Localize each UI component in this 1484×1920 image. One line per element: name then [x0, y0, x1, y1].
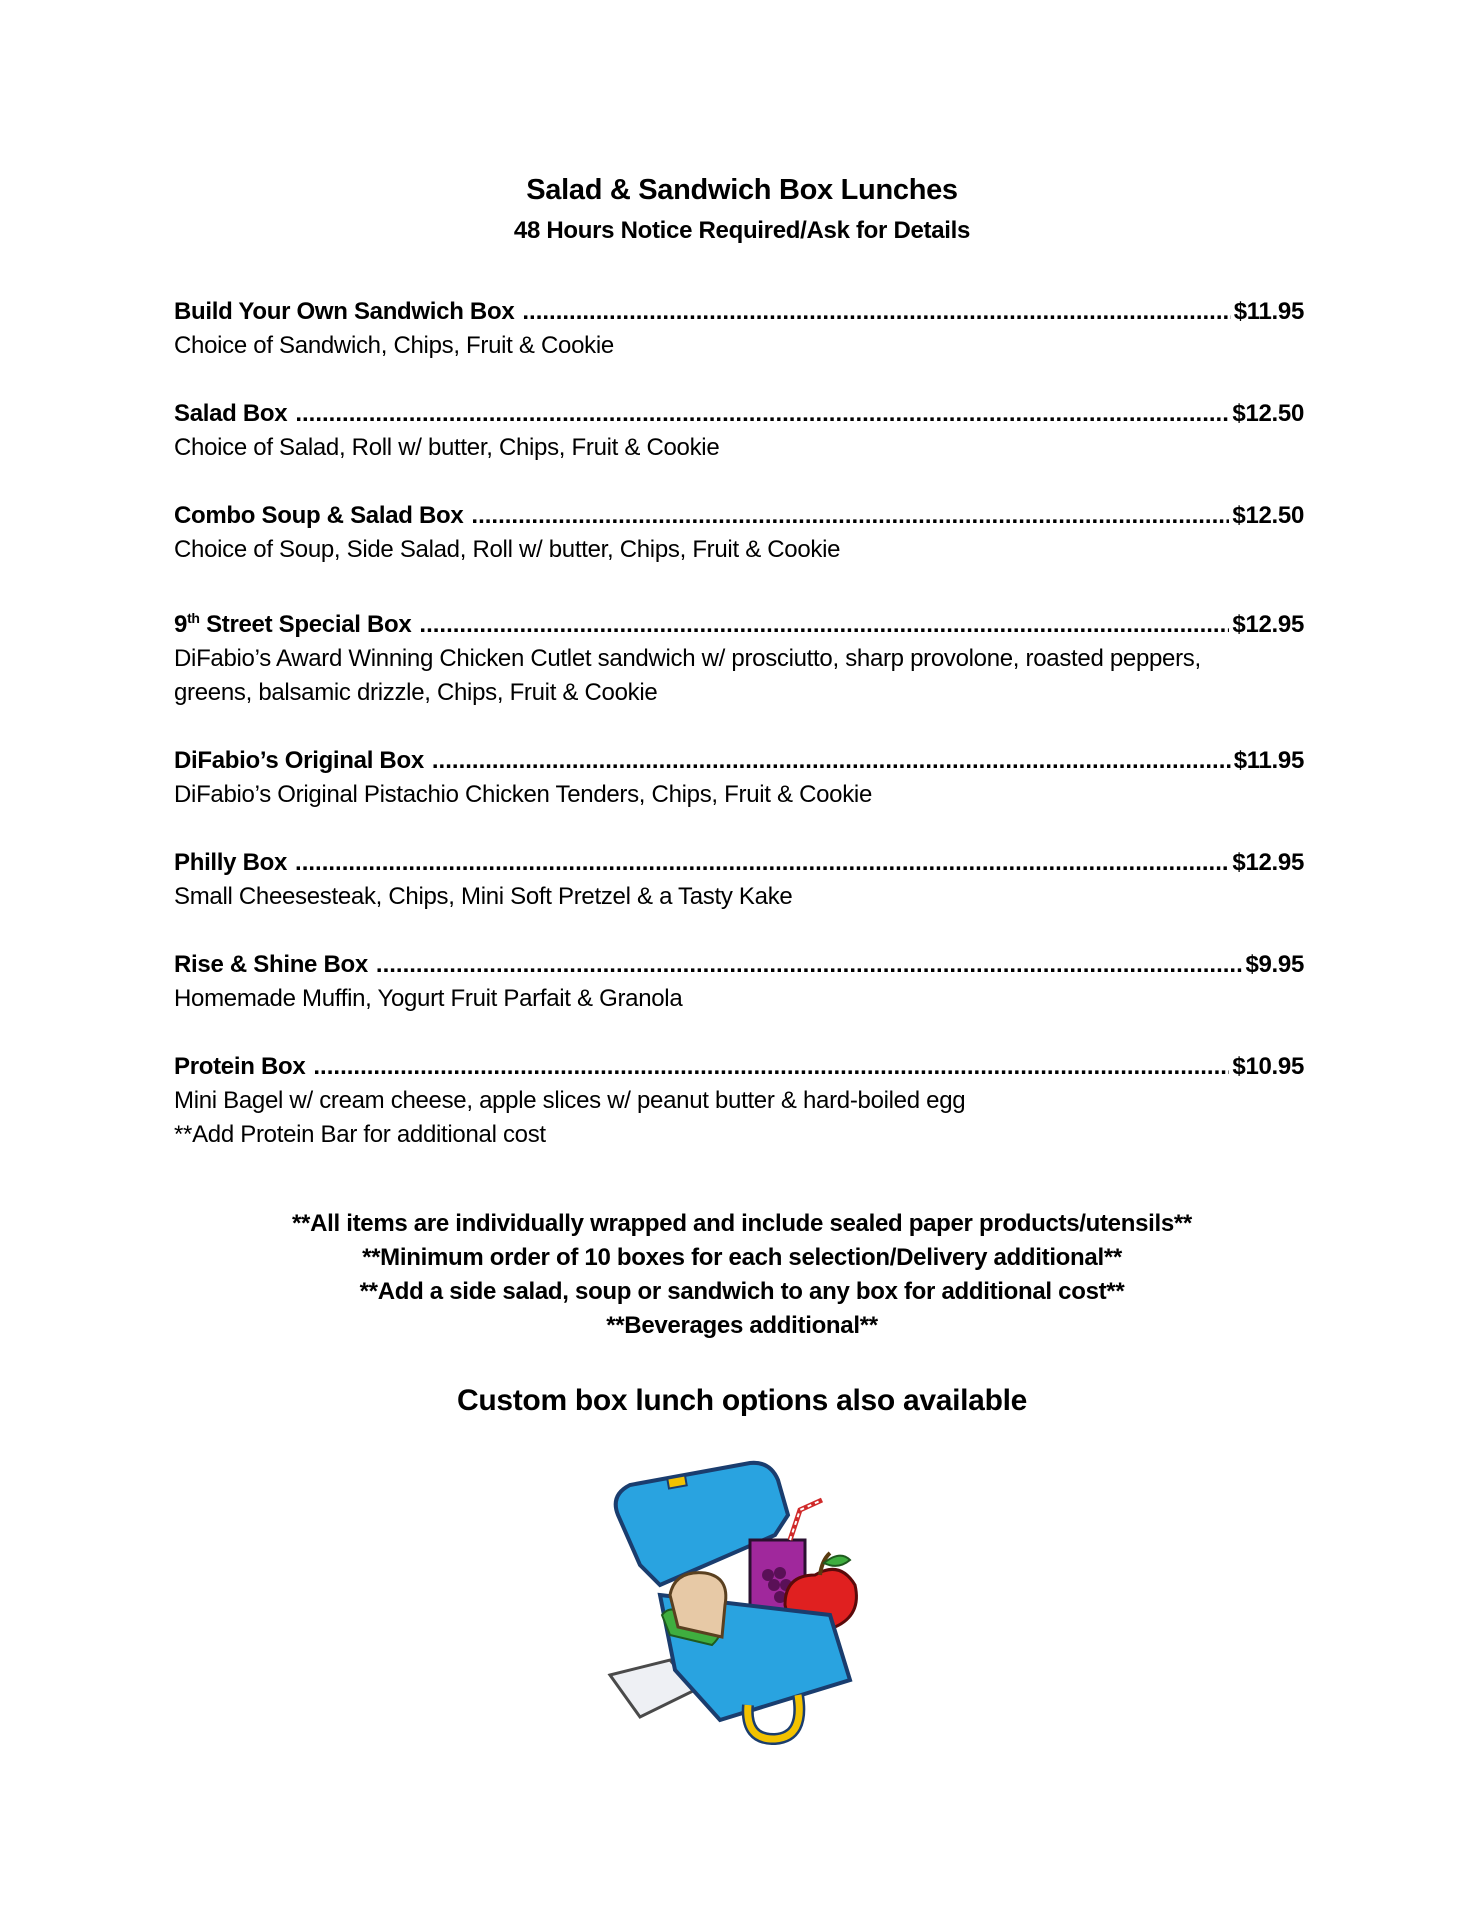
- menu-item: [174, 1050, 1304, 1152]
- dot-leader: [522, 295, 1230, 329]
- page-title: Salad & Sandwich Box Lunches: [526, 174, 958, 206]
- item-price: $10.95: [1232, 1053, 1304, 1080]
- item-name: Salad Box: [174, 400, 288, 427]
- item-name: Rise & Shine Box: [174, 951, 368, 978]
- item-description: greens, balsamic drizzle, Chips, Fruit & Cookie: [174, 679, 658, 706]
- dot-leader: [313, 1050, 1229, 1084]
- item-price: $12.50: [1232, 502, 1304, 529]
- item-price: $12.95: [1232, 849, 1304, 876]
- page-subtitle: 48 Hours Notice Required/Ask for Details: [513, 217, 971, 244]
- dot-leader: [432, 744, 1231, 778]
- dot-leader: [295, 397, 1229, 431]
- menu-list: [174, 295, 1304, 1186]
- notes-block: [0, 1207, 1484, 1343]
- item-name: Build Your Own Sandwich Box: [174, 298, 515, 325]
- custom-options-text: Custom box lunch options also available: [456, 1384, 1028, 1417]
- item-name-superscript: th: [187, 610, 200, 626]
- menu-item: [174, 601, 1304, 710]
- item-price: $12.95: [1232, 611, 1304, 638]
- item-name: Combo Soup & Salad Box: [174, 502, 464, 529]
- menu-item: [174, 397, 1304, 465]
- menu-item: [174, 846, 1304, 914]
- dot-leader: [471, 499, 1229, 533]
- note-line: **Minimum order of 10 boxes for each selection/Delivery additional**: [362, 1244, 1122, 1271]
- item-description: DiFabio’s Award Winning Chicken Cutlet sandwich w/ prosciutto, sharp provolone, roasted peppers,: [174, 645, 1201, 672]
- item-description: Mini Bagel w/ cream cheese, apple slices w/ peanut butter & hard-boiled egg: [174, 1087, 966, 1114]
- menu-item: [174, 499, 1304, 567]
- dot-leader: [376, 948, 1243, 982]
- item-description: Homemade Muffin, Yogurt Fruit Parfait & Granola: [174, 985, 683, 1012]
- item-description: Choice of Salad, Roll w/ butter, Chips, Fruit & Cookie: [174, 434, 720, 461]
- item-description: DiFabio’s Original Pistachio Chicken Tenders, Chips, Fruit & Cookie: [174, 781, 872, 808]
- item-name-prefix: 9: [174, 611, 188, 638]
- item-name: Protein Box: [174, 1053, 306, 1080]
- latch-shape: [667, 1476, 686, 1489]
- note-line: **All items are individually wrapped and include sealed paper products/utensils**: [292, 1210, 1192, 1237]
- item-description: **Add Protein Bar for additional cost: [174, 1121, 546, 1148]
- item-description: Choice of Soup, Side Salad, Roll w/ butter, Chips, Fruit & Cookie: [174, 536, 841, 563]
- lunchbox-icon: [600, 1455, 890, 1745]
- note-line: **Beverages additional**: [606, 1312, 878, 1339]
- item-price: $11.95: [1233, 747, 1304, 774]
- menu-item: [174, 295, 1304, 363]
- menu-item: [174, 744, 1304, 812]
- item-price: $11.95: [1233, 298, 1304, 325]
- menu-item: [174, 948, 1304, 1016]
- dot-leader: [419, 608, 1229, 642]
- item-description: Choice of Sandwich, Chips, Fruit & Cookie: [174, 332, 614, 359]
- item-name-rest: Street Special Box: [206, 611, 412, 638]
- item-name: [174, 601, 411, 642]
- item-description: Small Cheesesteak, Chips, Mini Soft Pretzel & a Tasty Kake: [174, 883, 793, 910]
- item-name: Philly Box: [174, 849, 288, 876]
- item-price: $12.50: [1232, 400, 1304, 427]
- note-line: **Add a side salad, soup or sandwich to any box for additional cost**: [359, 1278, 1125, 1305]
- dot-leader: [295, 846, 1229, 880]
- item-price: $9.95: [1245, 951, 1304, 978]
- bread-shape: [670, 1573, 726, 1637]
- item-name: DiFabio’s Original Box: [174, 747, 424, 774]
